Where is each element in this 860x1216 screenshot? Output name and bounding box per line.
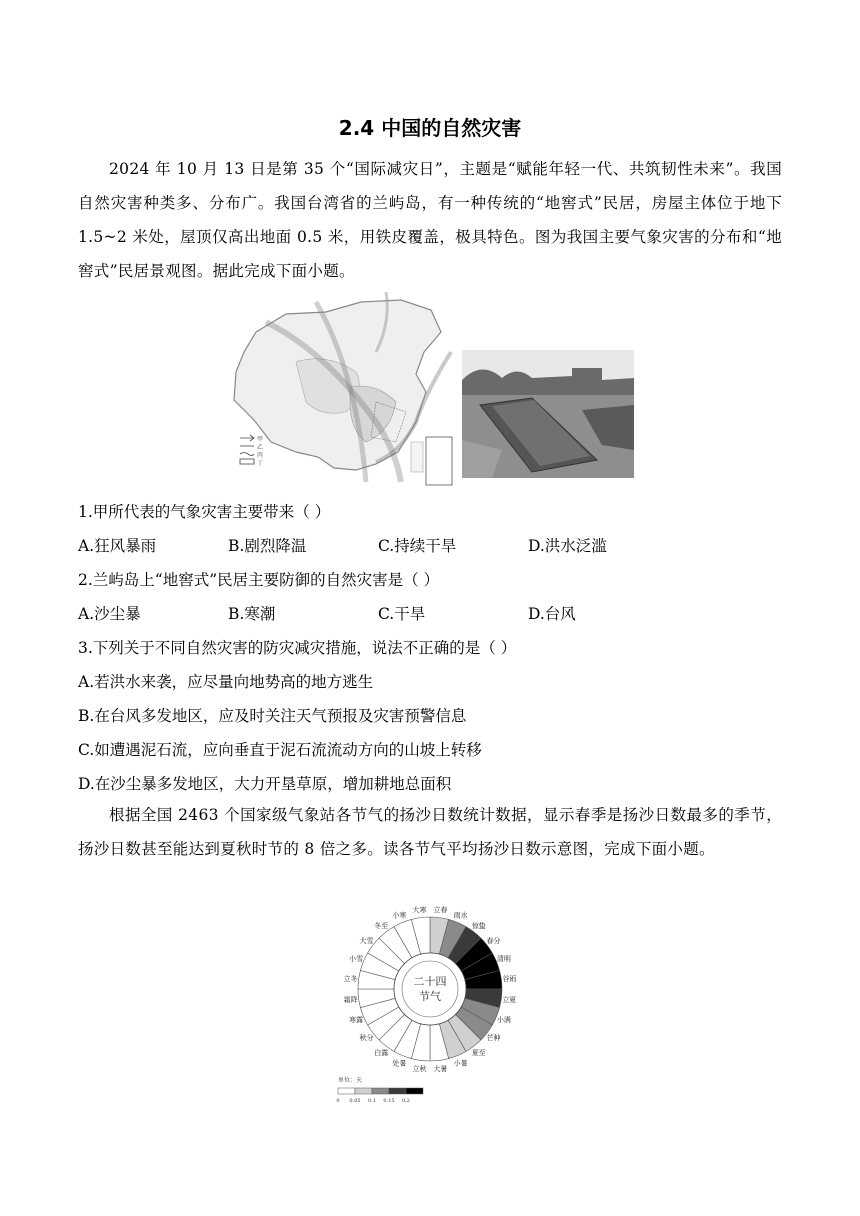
wheel-term-label: 立夏 [502,995,517,1004]
dust-paragraph: 根据全国 2463 个国家级气象站各节气的扬沙日数统计数据，显示春季是扬沙日数最多的季节，扬沙日数甚至能达到夏秋时节的 8 倍之多。读各节气平均扬沙日数示意图，完成下面小题。 [78,806,782,858]
wheel-unit-label: 单位：天 [338,1077,363,1084]
question-2-stem: 2.兰屿岛上“地窖式”民居主要防御的自然灾害是（ ） [78,571,440,589]
legend-ding: 丁 [257,460,264,467]
wheel-term-label: 寒露 [349,1016,364,1025]
legend-tick-1: 0.05 [349,1098,361,1104]
legend-swatch-3 [389,1088,406,1094]
legend-jia: 甲 [257,436,264,443]
wheel-term-label: 立秋 [412,1064,427,1073]
q3-option-c[interactable]: C.如遭遇泥石流，应向垂直于泥石流流动方向的山坡上转移 [78,741,482,759]
q1-option-a[interactable]: A.狂风暴雨 [78,537,157,555]
legend-tick-3: 0.15 [383,1098,395,1104]
wheel-term-label: 大雪 [359,936,374,945]
wheel-term-label: 处暑 [392,1059,407,1068]
question-3-stem: 3.下列关于不同自然灾害的防灾减灾措施，说法不正确的是（ ） [78,639,517,657]
wheel-term-label: 大暑 [433,1064,448,1073]
legend-swatch-4 [406,1088,423,1094]
wheel-term-label: 清明 [496,954,511,963]
wheel-legend [336,1088,423,1104]
q2-option-b[interactable]: B.寒潮 [228,605,276,623]
legend-tick-2: 0.1 [368,1098,376,1104]
wheel-term-label: 冬至 [374,922,389,931]
wheel-term-label: 小雪 [349,954,364,963]
wheel-term-label: 霜降 [343,995,358,1004]
q2-option-d[interactable]: D.台风 [528,605,576,623]
q3-option-a[interactable]: A.若洪水来袭，应尽量向地势高的地方逃生 [78,673,374,691]
intro-paragraph: 2024 年 10 月 13 日是第 35 个“国际减灾日”，主题是“赋能年轻一代、共筑韧性未来”。我国自然灾害种类多、分布广。我国台湾省的兰屿岛，有一种传统的“地窖式”民居，房屋主体位于地下 1.5~2 米处，屋顶仅高出地面 0.5 米，用铁皮覆盖，极具特色。图为我国主要气象灾害的分布和“地窖式”民居景观图。据此完成下面小题。 [78,160,782,280]
legend-yi: 乙 [257,444,264,451]
wheel-term-label: 立冬 [343,975,358,984]
disaster-map [226,292,454,488]
q1-option-b[interactable]: B.剧烈降温 [228,537,307,555]
question-1-stem: 1.甲所代表的气象灾害主要带来（ ） [78,503,331,521]
q1-option-c[interactable]: C.持续干旱 [378,537,457,555]
solar-terms-wheel-figure [330,900,530,1110]
wheel-term-label: 小寒 [392,911,407,920]
q3-option-b[interactable]: B.在台风多发地区，应及时关注天气预报及灾害预警信息 [78,707,467,725]
wheel-term-label: 秋分 [359,1034,374,1043]
page-title: 2.4 中国的自然灾害 [338,116,522,140]
legend-bing: 丙 [257,452,264,459]
wheel-term-label: 谷雨 [502,975,517,984]
wheel-term-label: 小暑 [453,1059,468,1068]
wheel-term-label: 雨水 [453,911,468,920]
cellar-house-photo [462,350,634,478]
wheel-term-label: 夏至 [471,1048,486,1057]
wheel-term-label: 春分 [486,936,501,945]
wheel-term-label: 立春 [433,906,448,915]
wheel-term-label: 芒种 [486,1034,501,1043]
wheel-term-label: 白露 [374,1048,389,1057]
q2-option-a[interactable]: A.沙尘暴 [78,605,141,623]
wheel-center-line1: 二十四 [413,975,447,988]
q3-option-d[interactable]: D.在沙尘暴多发地区，大力开垦草原，增加耕地总面积 [78,775,452,793]
legend-tick-0: 0 [336,1098,340,1104]
q2-option-c[interactable]: C.干旱 [378,605,426,623]
legend-swatch-0 [338,1088,355,1094]
wheel-center-line2: 节气 [419,990,441,1003]
wheel-term-label: 大寒 [412,906,427,915]
q1-option-d[interactable]: D.洪水泛滥 [528,537,607,555]
legend-swatch-2 [372,1088,389,1094]
wheel-term-label: 惊蛰 [471,922,486,931]
legend-swatch-1 [355,1088,372,1094]
legend-tick-4: 0.2 [402,1098,410,1104]
wheel-term-label: 小满 [496,1016,511,1025]
